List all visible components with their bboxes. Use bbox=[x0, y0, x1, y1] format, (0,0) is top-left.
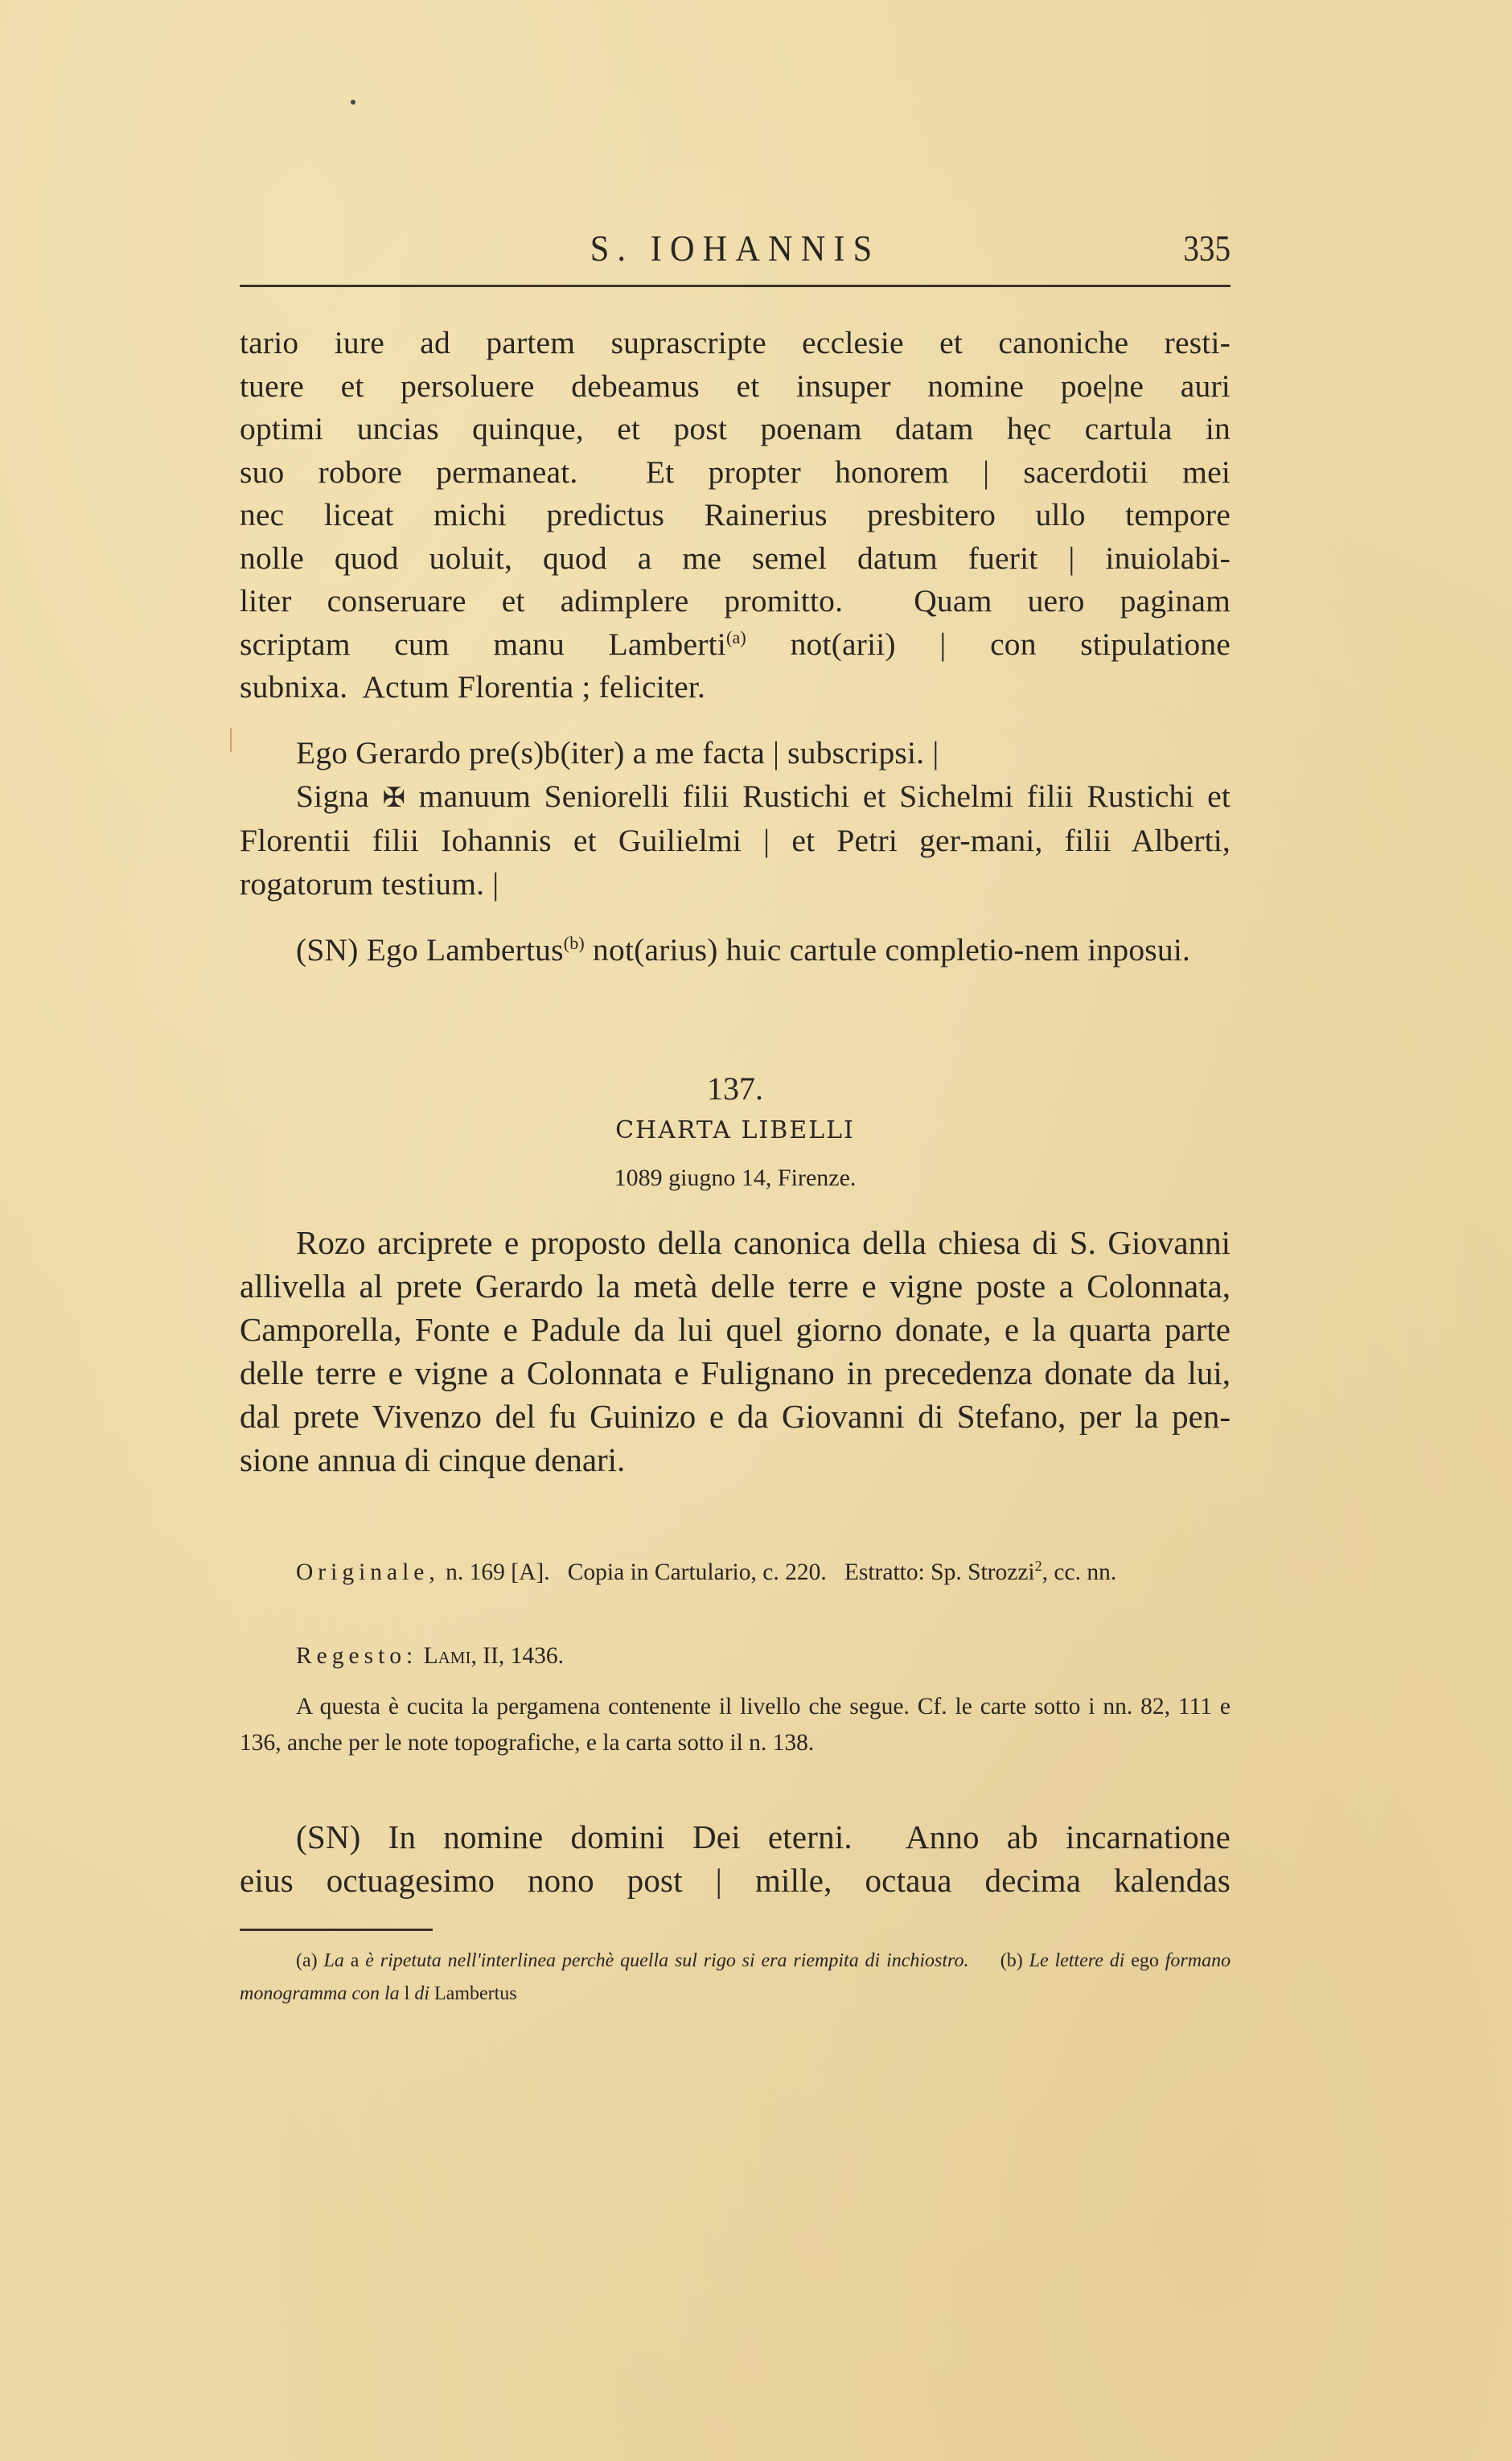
text-line: suo robore permaneat. Et propter honorem | sacerdotii mei bbox=[240, 454, 1231, 490]
text-fragment: not(arius) huic cartule completio-nem inposui. bbox=[593, 932, 1191, 968]
text-fragment: scriptam cum manu Lamberti bbox=[240, 626, 726, 662]
text-line: optimi uncias quinque, et post poenam datam hęc cartula in bbox=[240, 411, 1231, 446]
document-type-block bbox=[240, 1116, 1231, 1144]
regesto-ref: , II, 1436. bbox=[470, 1643, 565, 1669]
text-line: nolle quod uoluit, quod a me semel datum fuerit | inuiolabi- bbox=[240, 540, 1231, 576]
superscript: 2 bbox=[1034, 1558, 1042, 1574]
summary-text: Rozo arciprete e proposto della canonica della chiesa di S. Giovanni allivella al prete Gerardo la metà delle terre e vigne poste a Colonnata, Camporella, Fonte e Padule da lui quel giorno donate, e la quarta parte delle terre e vigne a Colonnata e Fulignano in precedenza donate da lui, dal prete Vivenzo del fu Guinizo e da Giovanni di Stefano, per la pen-sione annua di cinque denari. bbox=[240, 1224, 1231, 1478]
document-date-block bbox=[240, 1165, 1231, 1192]
text-fragment: Le lettere di bbox=[1029, 1950, 1125, 1971]
text-line: liter conseruare et adimplere promitto. Quam uero paginam bbox=[240, 583, 1231, 618]
footnote-a-mark: (a) bbox=[296, 1950, 318, 1971]
regesto-text bbox=[240, 1638, 1231, 1674]
text-fragment: manuum Seniorelli filii Rustichi et Sichelmi filii Rustichi et Florentii filii Iohannis et Guilielmi | et Petri ger-mani, filii Alberti, rogatorum testium. | bbox=[240, 778, 1231, 902]
text-fragment: formano monogramma con la bbox=[240, 1950, 1231, 2004]
text-fragment: Lambertus bbox=[434, 1983, 517, 2004]
text-line: (SN) In nomine domini Dei eterni. Anno ab incarnatione bbox=[296, 1818, 1231, 1855]
continuation-text bbox=[240, 322, 1231, 709]
text-fragment: not(arii) | con stipulatione bbox=[790, 626, 1231, 662]
text-line: subnixa. Actum Florentia ; feliciter. bbox=[240, 669, 706, 705]
text-fragment: Signa bbox=[296, 778, 369, 814]
notary-completion bbox=[240, 929, 1231, 972]
priest-subscription: Ego Gerardo pre(s)b(iter) a me facta | subscripsi. | bbox=[296, 735, 939, 770]
text-fragment: a bbox=[350, 1950, 360, 1971]
text-line: eius octuagesimo nono post | mille, octaua decima kalendas bbox=[240, 1861, 1231, 1899]
document-type: CHARTA LIBELLI bbox=[615, 1116, 855, 1144]
ink-speck bbox=[351, 100, 355, 105]
text-fragment: ego bbox=[1131, 1950, 1159, 1971]
text-line: tuere et persoluere debeamus et insuper nomine poe|ne auri bbox=[240, 368, 1231, 404]
text-fragment: è ripetuta nell'interlinea perchè quella sul rigo si era riempita di inchiostro. bbox=[365, 1950, 969, 1971]
subscriptions bbox=[240, 732, 1231, 906]
footnote-ref-b[interactable]: (b) bbox=[563, 932, 585, 953]
tradition-label: Originale, bbox=[296, 1559, 440, 1585]
document-summary bbox=[240, 1221, 1231, 1481]
note-block bbox=[240, 1689, 1231, 1761]
critical-note: A questa è cucita la pergamena contenente il livello che segue. Cf. le carte sotto i nn. 82, 111 e 136, anche per le note topografiche, e la carta sotto il n. 138. bbox=[240, 1694, 1231, 1756]
footnote-rule bbox=[240, 1929, 433, 1931]
header-rule bbox=[240, 285, 1231, 287]
text-line bbox=[240, 623, 1231, 667]
footnotes bbox=[240, 1945, 1231, 2011]
footnote-text bbox=[240, 1945, 1231, 2011]
document-heading bbox=[240, 1070, 1231, 1107]
document-date-place: 1089 giugno 14, Firenze. bbox=[614, 1165, 857, 1191]
witnesses-signa bbox=[240, 775, 1231, 906]
text-fragment: l bbox=[404, 1983, 410, 2004]
text-line: tario iure ad partem suprascripte ecclesie et canoniche resti- bbox=[240, 325, 1231, 360]
tradition-block bbox=[240, 1548, 1231, 1591]
footnote-ref-a[interactable]: (a) bbox=[725, 627, 746, 647]
text-fragment: di bbox=[414, 1983, 429, 2004]
charter-text-start bbox=[240, 1816, 1231, 1902]
text-fragment: , cc. nn. bbox=[1042, 1559, 1117, 1585]
text-fragment: n. 169 [A]. Copia in Cartulario, c. 220. Estratto: Sp. Strozzi bbox=[446, 1559, 1035, 1585]
document-number: 137. bbox=[707, 1070, 763, 1107]
tradition-text bbox=[240, 1548, 1231, 1591]
notary-line bbox=[240, 929, 1231, 972]
running-title: S. IOHANNIS bbox=[590, 228, 881, 269]
margin-mark bbox=[230, 728, 232, 752]
cross-sign-icon: ✠ bbox=[382, 783, 406, 813]
text-line: nec liceat michi predictus Rainerius presbitero ullo tempore bbox=[240, 497, 1231, 532]
page-number: 335 bbox=[1183, 228, 1231, 269]
regesto-block bbox=[240, 1638, 1231, 1674]
text-fragment: (SN) Ego Lambertus bbox=[296, 932, 564, 968]
text-fragment: La bbox=[323, 1950, 344, 1971]
running-head bbox=[240, 227, 1231, 275]
regesto-author: Lami bbox=[423, 1643, 471, 1669]
footnote-b-mark: (b) bbox=[1000, 1950, 1023, 1971]
regesto-label: Regesto: bbox=[296, 1643, 418, 1669]
